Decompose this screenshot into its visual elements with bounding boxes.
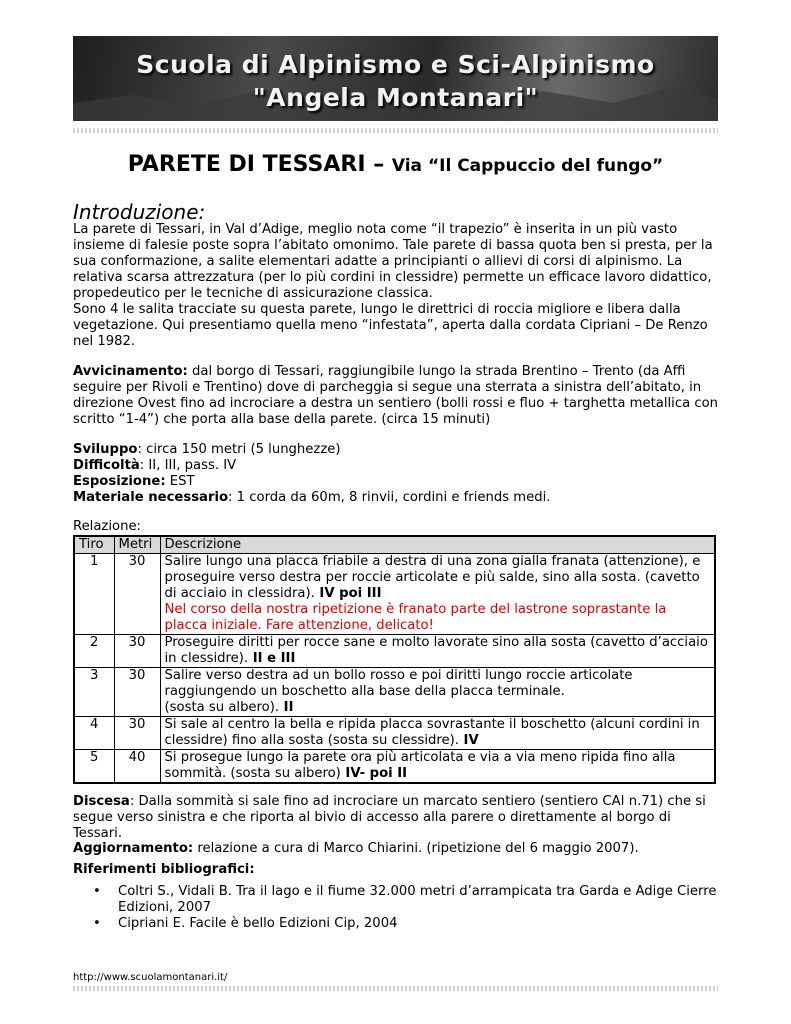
header-descrizione: Descrizione [160,536,715,554]
approach-text: dal borgo di Tessari, raggiungibile lungo la strada Brentino – Trento (da Affi seguire per Rivoli e Trentino) dove di parcheggia si segue una sterrata a sinistra dell’abitato, in direzione Ovest fino ad incrociare a destra un sentiero (bolli rossi e fluo + targhetta metallica con scritto “1-4”) che porta alla base della parete. (circa 15 minuti) [73,364,719,427]
spec-label: Difficoltà [73,458,140,473]
page-title [0,152,791,177]
aggiornamento-paragraph [73,841,723,857]
warning-note: Nel corso della nostra ripetizione è franato parte del lastrone soprastante la placca iniziale. Fare attenzione, delicato! [164,602,667,633]
desc-text: Salire verso destra ad un bollo rosso e poi diritti lungo roccie articolate raggiungendo un boschetto alla base della placca terminale. [164,668,633,699]
aggiornamento-label: Aggiornamento: [73,841,194,856]
cell-descrizione [160,554,715,635]
header-banner [73,36,718,121]
desc-text: Si sale al centro la bella e ripida placca sovrastante il boschetto (alcuni cordini in clessidre) fino alla sosta (sosta su clessidre). [164,717,700,748]
cell-descrizione [160,750,715,784]
table-row [74,668,715,717]
grade-text: II [279,700,294,715]
banner-title-line1: Scuola di Alpinismo e Sci-Alpinismo [136,50,655,79]
biblio-list [73,884,723,932]
cell-tiro: 3 [74,668,114,717]
specs-block [73,442,723,506]
discesa-paragraph [73,794,723,842]
desc-text: Si prosegue lungo la parete ora più articolata e via a via meno ripida fino alla sommità. (sosta su albero) [164,750,676,781]
header-metri: Metri [114,536,160,554]
grade-text: IV poi III [314,586,382,601]
bullet-icon: • [93,916,101,931]
intro-paragraph-1: La parete di Tessari, in Val d’Adige, meglio nota come “il trapezio” è inserita in un più vasto insieme di falesie poste sopra l’abitato omonimo. Tale parete di bassa quota ben si presta, per la sua conformazione, a salite elementari adatte a principianti o allievi di corsi di alpinismo. La relativa scarsa attrezzatura (per lo più cordini in clessidre) permette un efficace lavoro didattico, propedeutico per le tecniche di assicurazione classica. [73,222,713,301]
cell-descrizione [160,668,715,717]
cell-metri: 30 [114,554,160,635]
banner-title-line2: "Angela Montanari" [252,83,539,112]
table-row [74,554,715,635]
cell-descrizione [160,717,715,750]
table-row [74,750,715,784]
spec-label: Sviluppo [73,442,138,457]
spec-value: : 1 corda da 60m, 8 rinvii, cordini e friends medi. [228,490,551,505]
cell-metri: 40 [114,750,160,784]
title-sub: Via “Il Cappuccio del fungo” [391,156,664,176]
title-main: PARETE DI TESSARI – [127,152,385,177]
grade-text: IV- poi II [340,766,408,781]
table-header-row [74,536,715,554]
relazione-label: Relazione: [73,519,141,534]
cell-tiro: 1 [74,554,114,635]
approach-label: Avvicinamento: [73,364,188,379]
biblio-item-text: Cipriani E. Facile è bello Edizioni Cip, 2004 [118,916,398,931]
cell-descrizione [160,635,715,668]
desc-text: Proseguire diritti per rocce sane e molto lavorate sino alla sosta (cavetto d’acciaio in clessidre). [164,635,708,666]
spec-difficolta [73,458,723,474]
spec-label: Esposizione: [73,474,166,489]
cell-tiro: 2 [74,635,114,668]
bullet-icon: • [93,884,101,899]
footer-url[interactable]: http://www.scuolamontanari.it/ [73,972,228,983]
list-item [93,884,723,916]
grade-text: IV [458,733,479,748]
spec-value: EST [165,474,195,489]
grade-text: II e III [248,651,296,666]
aggiornamento-text: relazione a cura di Marco Chiarini. (ripetizione del 6 maggio 2007). [193,841,639,856]
intro-paragraph-2: Sono 4 le salita tracciate su questa parete, lungo le direttrici di roccia migliore e libera dalla vegetazione. Qui presentiamo quella meno “infestata”, aperta dalla cordata Cipriani – De Renzo nel 1982. [73,302,708,349]
discesa-label: Discesa [73,794,130,809]
biblio-heading [73,862,723,878]
cell-metri: 30 [114,717,160,750]
top-divider [73,128,718,133]
spec-value: : circa 150 metri (5 lunghezze) [137,442,341,457]
cell-metri: 30 [114,668,160,717]
cell-tiro: 5 [74,750,114,784]
spec-materiale [73,490,723,506]
spec-sviluppo [73,442,723,458]
spec-value: : II, III, pass. IV [139,458,237,473]
header-tiro: Tiro [74,536,114,554]
table-row [74,717,715,750]
table-row [74,635,715,668]
approach-paragraph [73,364,723,428]
cell-tiro: 4 [74,717,114,750]
bottom-divider [73,986,718,991]
discesa-text: : Dalla sommità si sale fino ad incrociare un marcato sentiero (sentiero CAI n.71) che si segue verso sinistra e che riporta al bivio di accesso alla parere o direttamente al borgo di Tessari. [73,794,706,841]
cell-metri: 30 [114,635,160,668]
desc-text: Salire lungo una placca friabile a destra di una zona gialla franata (attenzione), e proseguire verso destra per roccie articolate e più salde, sino alla sosta. (cavetto di acciaio in clessidra). [164,554,701,601]
route-table [73,535,716,784]
spec-label: Materiale necessario [73,490,229,505]
desc-text-2: (sosta su albero). [164,700,280,715]
intro-heading: Introduzione: [73,200,206,224]
biblio-label: Riferimenti bibliografici: [73,862,255,877]
biblio-item-text: Coltri S., Vidali B. Tra il lago e il fiume 32.000 metri d’arrampicata tra Garda e Adige Cierre Edizioni, 2007 [118,884,717,915]
list-item [93,916,723,932]
spec-esposizione [73,474,723,490]
